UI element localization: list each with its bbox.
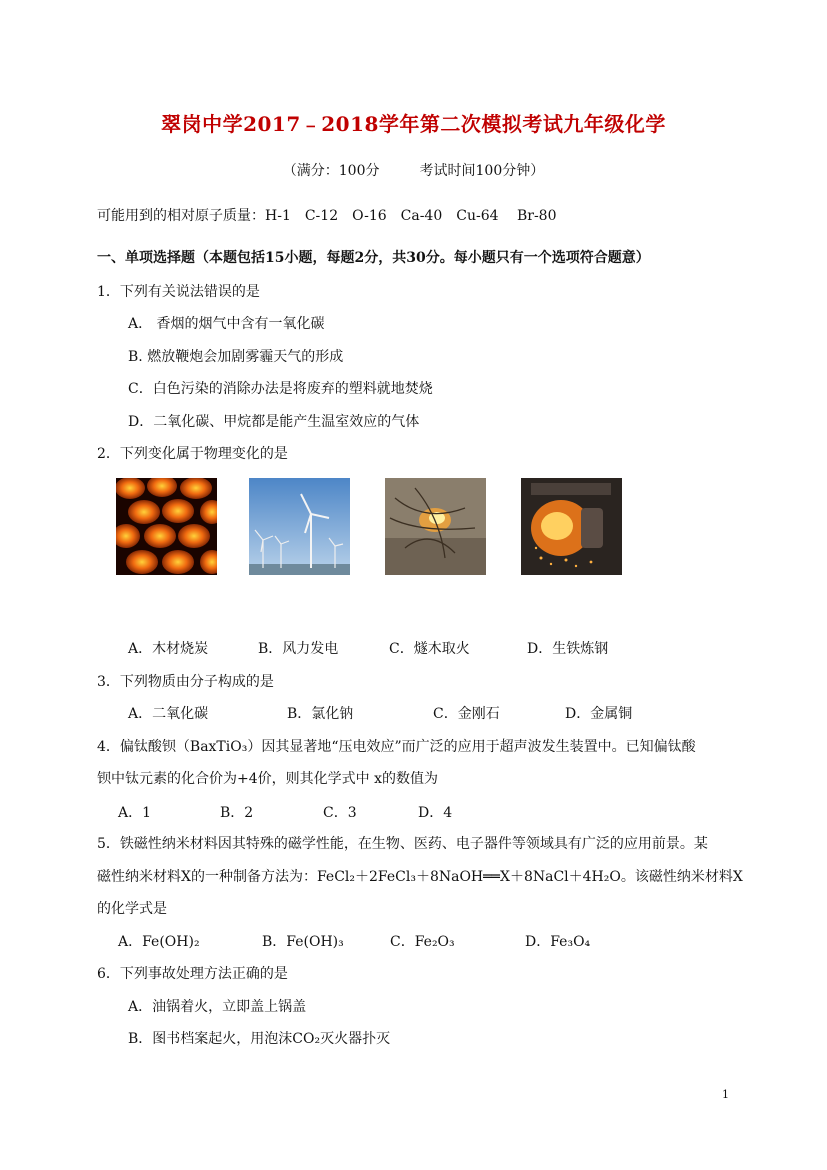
q3-option-a: A．二氧化碳 [128, 706, 209, 722]
q5-option-d: D．Fe₃O₄ [525, 934, 591, 950]
q1-option-d: D．二氧化碳、甲烷都是能产生温室效应的气体 [128, 414, 420, 430]
page-number: 1 [722, 1088, 729, 1101]
atomic-mass-line: 可能用到的相对原子质量：H-1 C-12 O-16 Ca-40 Cu-64 Br-80 [97, 208, 557, 224]
q4-option-a: A．1 [118, 805, 152, 821]
q5-option-a: A．Fe(OH)₂ [118, 934, 200, 950]
question-1-stem: 1．下列有关说法错误的是 [97, 284, 260, 300]
q1-option-c: C．白色污染的消除办法是将废弃的塑料就地焚烧 [128, 381, 433, 397]
q3-option-d: D．金属铜 [565, 706, 633, 722]
q5-option-b: B．Fe(OH)₃ [262, 934, 344, 950]
question-4-line-2: 钡中钛元素的化合价为+4价，则其化学式中 x的数值为 [97, 771, 438, 787]
section-heading: 一、单项选择题（本题包括15小题，每题2分，共30分。每小题只有一个选项符合题意） [97, 250, 650, 266]
wind-turbines-photo [249, 478, 350, 575]
question-2-stem: 2．下列变化属于物理变化的是 [97, 446, 288, 462]
steelmaking-photo [521, 478, 622, 575]
q4-option-c: C．3 [323, 805, 357, 821]
q4-option-d: D．4 [418, 805, 453, 821]
q1-option-b: B. 燃放鞭炮会加剧雾霾天气的形成 [128, 349, 344, 365]
q3-option-c: C．金刚石 [433, 706, 500, 722]
question-5-line-2: 磁性纳米材料X的一种制备方法为：FeCl₂＋2FeCl₃＋8NaOH══X＋8NaCl＋4H₂O。该磁性纳米材料X [97, 869, 743, 885]
question-5-line-3: 的化学式是 [97, 901, 167, 917]
q2-option-d: D．生铁炼钢 [527, 641, 609, 657]
q4-option-b: B．2 [220, 805, 254, 821]
question-3-stem: 3．下列物质由分子构成的是 [97, 674, 274, 690]
question-4-line-1: 4．偏钛酸钡（BaxTiO₃）因其显著地“压电效应”而广泛的应用于超声波发生装置中。已知偏钛酸 [97, 739, 696, 755]
full-score: （满分：100分 [282, 163, 380, 179]
drilling-fire-photo [385, 478, 486, 575]
q1-option-a: A． 香烟的烟气中含有一氧化碳 [128, 316, 325, 332]
q2-option-c: C．燧木取火 [389, 641, 470, 657]
burning-charcoal-photo [116, 478, 217, 575]
question-6-stem: 6．下列事故处理方法正确的是 [97, 966, 288, 982]
q2-option-a: A．木材烧炭 [128, 641, 209, 657]
exam-subtitle [0, 160, 827, 180]
question-5-line-1: 5．铁磁性纳米材料因其特殊的磁学性能，在生物、医药、电子器件等领域具有广泛的应用前景。某 [97, 836, 708, 852]
exam-title: 翠岗中学2017﹣2018学年第二次模拟考试九年级化学 [161, 112, 666, 136]
q6-option-b: B．图书档案起火，用泡沫CO₂灭火器扑灭 [128, 1031, 391, 1047]
q3-option-b: B．氯化钠 [287, 706, 354, 722]
q2-option-b: B．风力发电 [258, 641, 339, 657]
q6-option-a: A．油锅着火，立即盖上锅盖 [128, 999, 307, 1015]
q5-option-c: C．Fe₂O₃ [390, 934, 455, 950]
exam-time: 考试时间100分钟） [419, 163, 545, 179]
